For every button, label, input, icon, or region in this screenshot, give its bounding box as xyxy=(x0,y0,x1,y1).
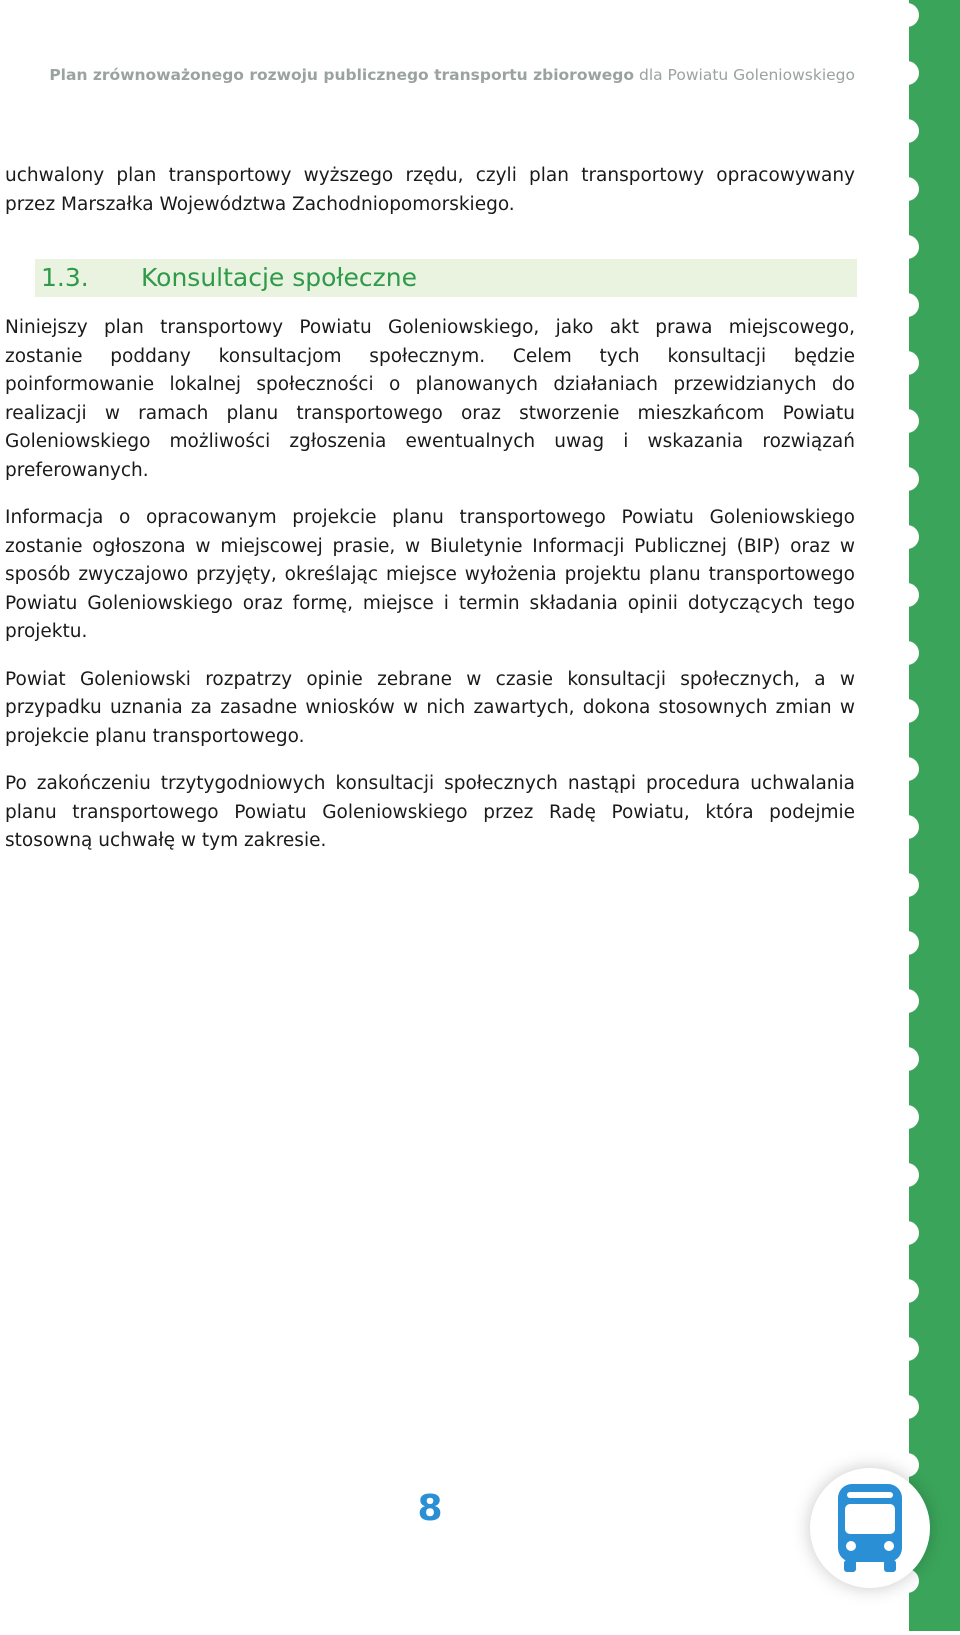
header-title-rest: dla Powiatu Goleniowskiego xyxy=(634,66,855,84)
section-number: 1.3. xyxy=(41,263,89,292)
decorative-side-band xyxy=(895,0,960,1631)
paragraph-review: Powiat Goleniowski rozpatrzy opinie zebrane w czasie konsultacji społecznych, a w przypadku uznania za zasadne wniosków w nich zawartych, dokona stosownych zmian w projekcie planu transportowego. xyxy=(5,668,855,747)
page-number: 8 xyxy=(417,1488,443,1529)
intro-paragraph: uchwalony plan transportowy wyższego rzędu, czyli plan transportowy opracowywany przez Marszałka Województwa Zachodniopomorskiego. xyxy=(5,165,855,215)
intro-paragraph-block xyxy=(5,162,855,238)
section-title: Konsultacje społeczne xyxy=(141,263,418,292)
header-title-bold: Plan zrównoważonego rozwoju publicznego transportu zbiorowego xyxy=(49,66,635,84)
scalloped-band-graphic xyxy=(895,0,960,1631)
paragraph-information: Informacja o opracowanym projekcie planu transportowego Powiatu Goleniowskiego zostanie ogłoszona w miejscowej prasie, w Biuletynie Informacji Publicznej (BIP) oraz w sposób zwyczajowo przyjęty, określając miejsce wyłożenia projektu planu transportowego Powiatu Goleniowskiego oraz formę, miejsce i termin składania opinii dotyczących tego projektu. xyxy=(5,507,855,642)
section-body xyxy=(5,314,855,875)
section-heading xyxy=(35,259,857,297)
bus-icon xyxy=(835,1482,905,1574)
paragraph-adoption: Po zakończeniu trzytygodniowych konsultacji społecznych nastąpi procedura uchwalania planu transportowego Powiatu Goleniowskiego przez Radę Powiatu, która podejmie stosowną uchwałę w tym zakresie. xyxy=(5,773,855,851)
paragraph-consultations: Niniejszy plan transportowy Powiatu Goleniowskiego, jako akt prawa miejscowego, zostanie poddany konsultacjom społecznym. Celem tych konsultacji będzie poinformowanie lokalnej społeczności o planowanych działaniach przewidzianych do realizacji w ramach planu transportowego oraz stworzenie mieszkańcom Powiatu Goleniowskiego możliwości zgłoszenia ewentualnych uwag i wskazania rozwiązań preferowanych. xyxy=(5,317,855,481)
running-header xyxy=(0,66,855,84)
bus-badge xyxy=(810,1468,930,1588)
